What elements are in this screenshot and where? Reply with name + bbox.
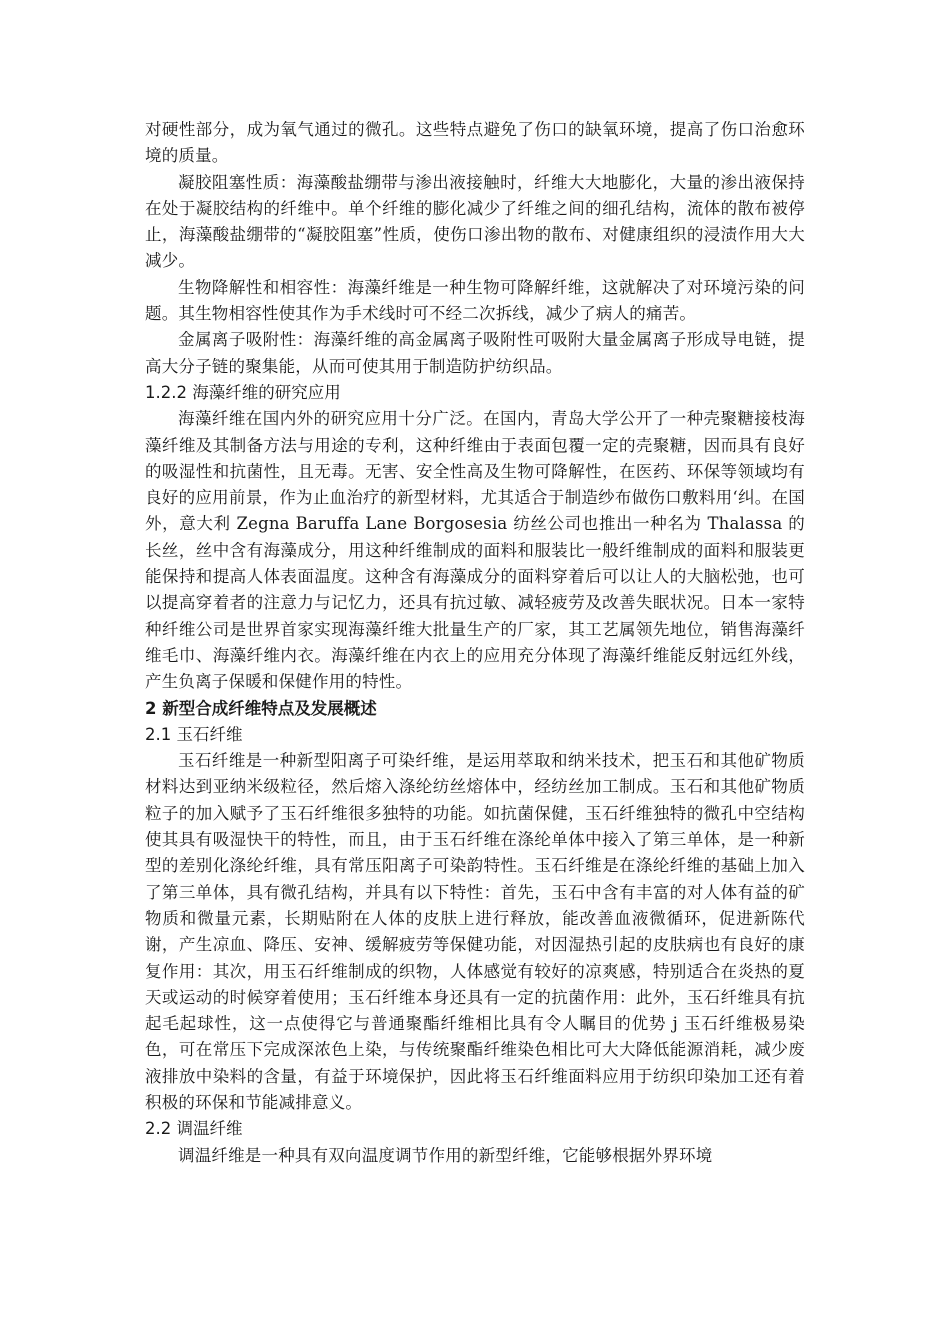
paragraph-gel-blocking: 凝胶阻塞性质：海藻酸盐绷带与渗出液接触时，纤维大大地膨化，大量的渗出液保持在处于凝胶结构的纤维中。单个纤维的膨化减少了纤维之间的细孔结构，流体的散布被停止，海藻酸盐绷带的“凝胶阻塞”性质，使伤口渗出物的散布、对健康组织的浸渍作用大大减少。 — [145, 172, 805, 271]
document-page — [145, 117, 805, 1169]
section-heading-2-1: 2.1 玉石纤维 — [145, 724, 243, 744]
section-heading-1-2-2: 1.2.2 海藻纤维的研究应用 — [145, 382, 341, 402]
paragraph-metal-ion-adsorption: 金属离子吸附性：海藻纤维的高金属离子吸附性可吸附大量金属离子形成导电链，提高大分子链的聚集能，从而可使其用于制造防护纺织品。 — [145, 330, 805, 376]
section-heading-2-2: 2.2 调温纤维 — [145, 1119, 243, 1139]
paragraph-biodegradability: 生物降解性和相容性：海藻纤维是一种生物可降解纤维，这就解决了对环境污染的问题。其生物相容性使其作为手术线时可不经二次拆线，减少了病人的痛苦。 — [145, 277, 805, 324]
paragraph-jade-fiber: 玉石纤维是一种新型阳离子可染纤维，是运用萃取和纳米技术，把玉石和其他矿物质材料达到亚纳米级粒径，然后熔入涤纶纺丝熔体中，经纺丝加工制成。玉石和其他矿物质粒子的加入赋予了玉石纤维很多独特的功能。如抗菌保健，玉石纤维独特的微孔中空结构使其具有吸湿快干的特性，而且，由于玉石纤维在涤纶单体中接入了第三单体，是一种新型的差别化涤纶纤维，具有常压阳离子可染韵特性。玉石纤维是在涤纶纤维的基础上加入了第三单体，具有微孔结构，并具有以下特性：首先，玉石中含有丰富的对人体有益的矿物质和微量元素，长期贴附在人体的皮肤上进行释放，能改善血液微循环，促进新陈代谢，产生凉血、降压、安神、缓解疲劳等保健功能，对因湿热引起的皮肤病也有良好的康复作用：其次，用玉石纤维制成的织物，人体感觉有较好的凉爽感，特别适合在炎热的夏天或运动的时候穿着使用；玉石纤维本身还具有一定的抗菌作用：此外，玉石纤维具有抗起毛起球性，这一点使得它与普通聚酯纤维相比具有令人瞩目的优势 j 玉石纤维极易染色，可在常压下完成深浓色上染，与传统聚酯纤维染色相比可大大降低能源消耗，减少废液排放中染料的含量，有益于环境保护，因此将玉石纤维面料应用于纺织印染加工还有着积极的环保和节能减排意义。 — [145, 751, 805, 1112]
paragraph-thermoregulating-fiber: 调温纤维是一种具有双向温度调节作用的新型纤维，它能够根据外界环境 — [178, 1145, 713, 1165]
paragraph-seaweed-applications: 海藻纤维在国内外的研究应用十分广泛。在国内，青岛大学公开了一种壳聚糖接枝海藻纤维及其制备方法与用途的专利，这种纤维由于表面包覆一定的壳聚糖，因而具有良好的吸湿性和抗菌性，且无毒。无害、安全性高及生物可降解性，在医药、环保等领域均有良好的应用前景，作为止血治疗的新型材料，尤其适合于制造纱布做伤口敷料用‘纠。在国外，意大利 Zegna Baruffa Lane Borgosesia 纺丝公司也推出一种名为 Thalassa 的长丝，丝中含有海藻成分，用这种纤维制成的面料和服装比一般纤维制成的面料和服装更能保持和提高人体表面温度。这种含有海藻成分的面料穿着后可以让人的大脑松弛，也可以提高穿着者的注意力与记忆力，还具有抗过敏、减轻疲劳及改善失眠状况。日本一家特种纤维公司是世界首家实现海藻纤维大批量生产的厂家，其工艺属领先地位，销售海藻纤维毛巾、海藻纤维内衣。海藻纤维在内衣上的应用充分体现了海藻纤维能反射远红外线，产生负离子保暖和保健作用的特性。 — [145, 409, 805, 692]
section-heading-2: 2 新型合成纤维特点及发展概述 — [145, 698, 377, 718]
paragraph-oxygen-micropores: 对硬性部分，成为氧气通过的微孔。这些特点避免了伤口的缺氧环境，提高了伤口治愈环境的质量。 — [145, 120, 805, 166]
